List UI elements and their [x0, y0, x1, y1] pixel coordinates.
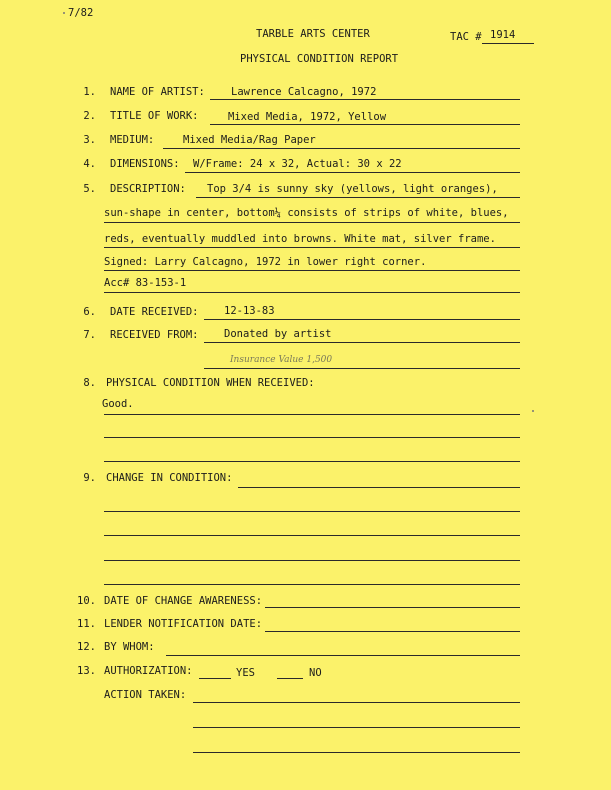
description-rule-3: [104, 247, 520, 248]
condition-rule-3: [104, 461, 520, 462]
field-3-label: MEDIUM:: [110, 134, 155, 146]
field-10-label: DATE OF CHANGE AWARENESS:: [104, 595, 263, 607]
condition-rule-2: [104, 437, 520, 438]
org-name: TARBLE ARTS CENTER: [256, 28, 370, 40]
yes-option: YES: [236, 667, 255, 679]
field-6-number: 6.: [83, 306, 96, 318]
description-rule-5: [104, 292, 520, 293]
description-rule-2: [104, 222, 520, 223]
field-8-value: Good.: [102, 398, 134, 410]
field-1-label: NAME OF ARTIST:: [110, 86, 205, 98]
field-13-label: AUTHORIZATION:: [104, 665, 193, 677]
field-9-label: CHANGE IN CONDITION:: [106, 472, 233, 484]
field-3-line: [163, 148, 520, 149]
field-4-number: 4.: [83, 158, 96, 170]
change-rule-4: [104, 584, 520, 585]
field-2-label: TITLE OF WORK:: [110, 110, 199, 122]
field-7-line: [204, 342, 520, 343]
field-2-value: Mixed Media, 1972, Yellow: [228, 111, 387, 123]
field-13-number: 13.: [77, 665, 96, 677]
field-11-label: LENDER NOTIFICATION DATE:: [104, 618, 263, 630]
field-4-line: [185, 172, 520, 173]
field-2-line: [210, 124, 520, 125]
action-taken-label: ACTION TAKEN:: [104, 689, 187, 701]
field-8-number: 8.: [83, 377, 96, 389]
field-11-number: 11.: [77, 618, 96, 630]
field-6-label: DATE RECEIVED:: [110, 306, 199, 318]
description-rule-4: [104, 270, 520, 271]
field-2-number: 2.: [83, 110, 96, 122]
field-9-number: 9.: [83, 472, 96, 484]
field-8-label: PHYSICAL CONDITION WHEN RECEIVED:: [106, 377, 315, 389]
insurance-value-note: Insurance Value 1,500: [230, 355, 333, 365]
field-11-line: [265, 631, 520, 632]
pencil-mark-2: [532, 410, 534, 412]
field-12-number: 12.: [77, 641, 96, 653]
change-rule-3: [104, 560, 520, 561]
field-1-number: 1.: [83, 86, 96, 98]
no-line: [277, 678, 303, 679]
field-12-line: [166, 655, 520, 656]
field-5-number: 5.: [83, 183, 96, 195]
field-4-value: W/Frame: 24 x 32, Actual: 30 x 22: [193, 158, 402, 170]
action-rule-2: [193, 727, 520, 728]
field-12-label: BY WHOM:: [104, 641, 155, 653]
action-rule-1: [193, 702, 520, 703]
action-rule-3: [193, 752, 520, 753]
yes-line: [199, 678, 231, 679]
pencil-mark: [63, 12, 65, 14]
field-3-number: 3.: [83, 134, 96, 146]
tac-label: TAC #: [450, 31, 482, 43]
field-7-line-2: [204, 368, 520, 369]
tac-line: [482, 43, 534, 44]
condition-rule-1: [104, 414, 520, 415]
field-10-line: [265, 607, 520, 608]
corner-date: 7/82: [68, 7, 94, 19]
field-7-label: RECEIVED FROM:: [110, 329, 199, 341]
field-7-number: 7.: [83, 329, 96, 341]
description-rule-1: [196, 197, 520, 198]
field-3-value: Mixed Media/Rag Paper: [183, 134, 316, 146]
accession-number: Acc# 83-153-1: [104, 277, 187, 289]
field-9-line: [238, 487, 520, 488]
description-line-3: reds, eventually muddled into browns. White mat, silver frame.: [104, 233, 496, 245]
field-4-label: DIMENSIONS:: [110, 158, 180, 170]
field-7-value: Donated by artist: [224, 328, 332, 340]
field-5-label: DESCRIPTION:: [110, 183, 186, 195]
field-6-line: [204, 319, 520, 320]
description-line-1: Top 3/4 is sunny sky (yellows, light oranges),: [207, 183, 498, 195]
change-rule-1: [104, 511, 520, 512]
description-line-2: sun-shape in center, bottom¼ consists of strips of white, blues,: [104, 207, 509, 219]
page-title: PHYSICAL CONDITION REPORT: [240, 53, 399, 65]
no-option: NO: [309, 667, 322, 679]
description-line-4: Signed: Larry Calcagno, 1972 in lower right corner.: [104, 256, 427, 268]
tac-number: 1914: [490, 29, 516, 41]
field-1-value: Lawrence Calcagno, 1972: [231, 86, 377, 98]
field-1-line: [210, 99, 520, 100]
field-10-number: 10.: [77, 595, 96, 607]
field-6-value: 12-13-83: [224, 305, 275, 317]
change-rule-2: [104, 535, 520, 536]
